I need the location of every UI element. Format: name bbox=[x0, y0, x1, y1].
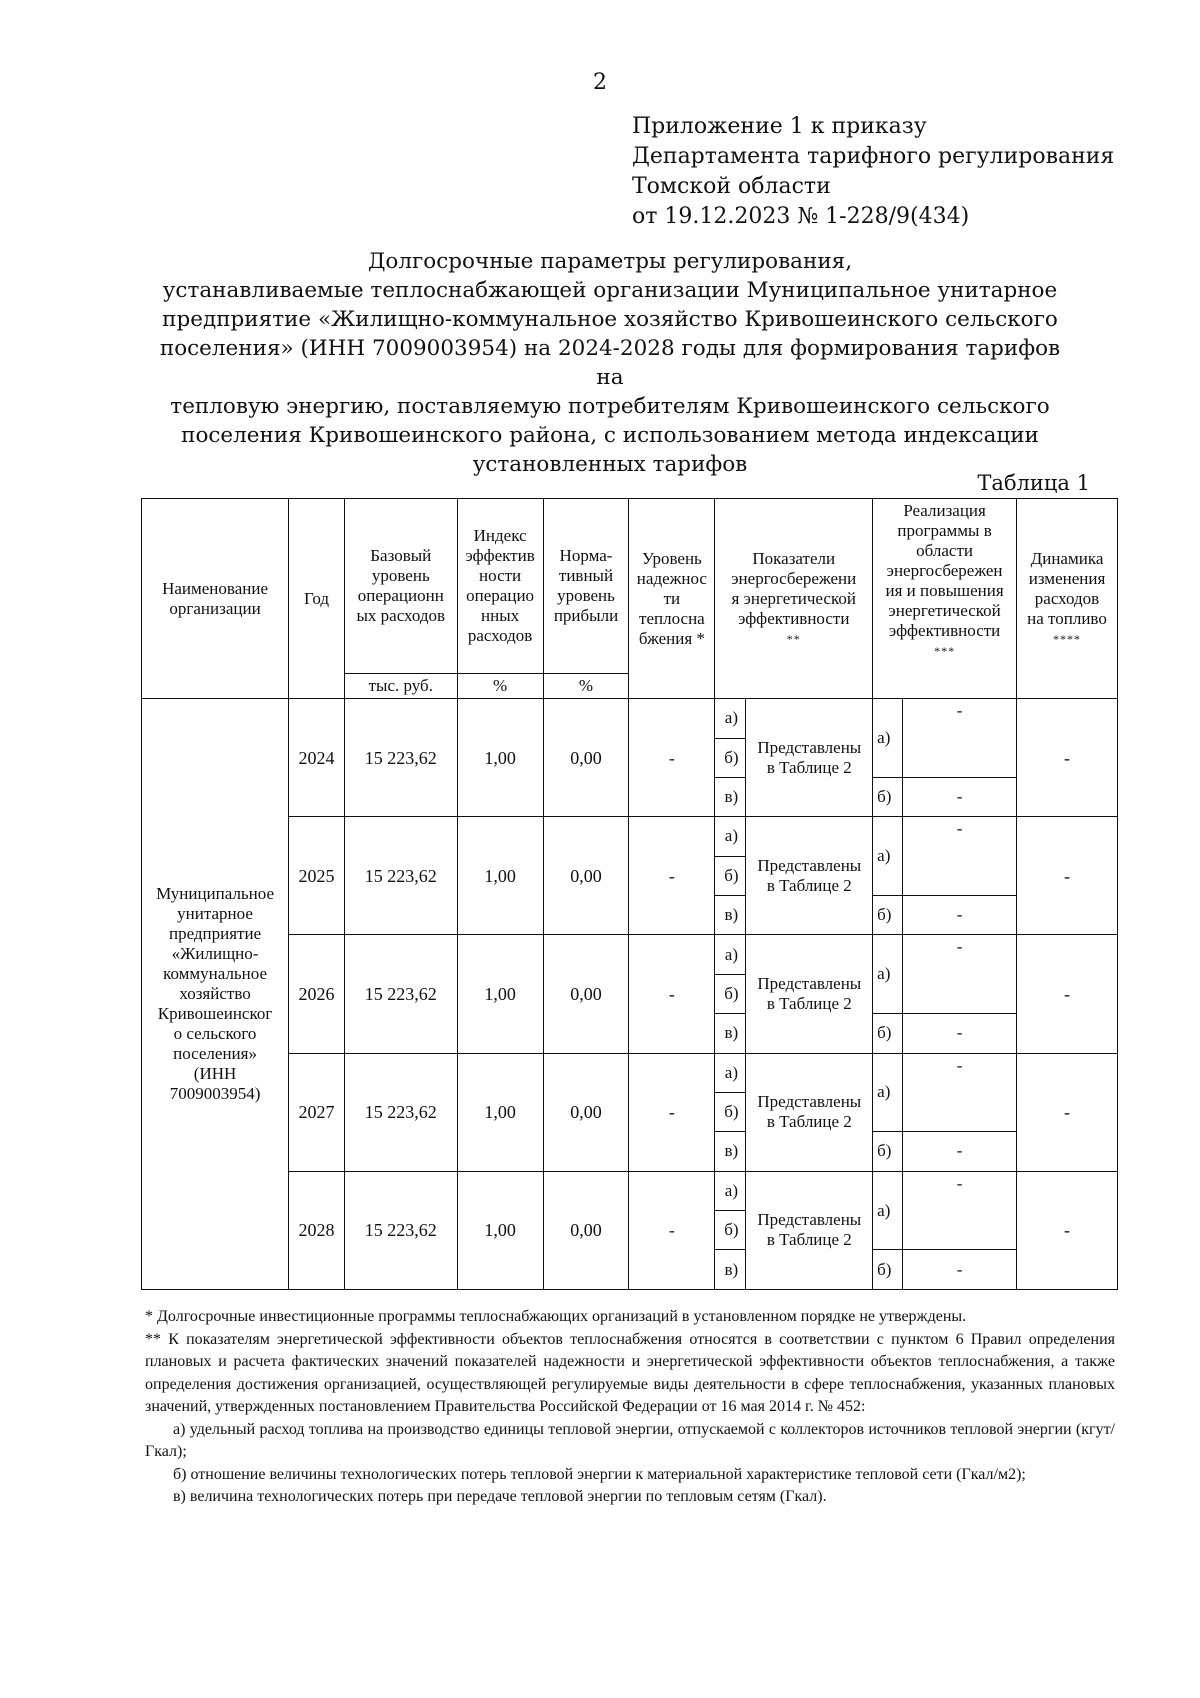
fuel-dynamics-cell: - bbox=[1017, 935, 1118, 1053]
header-text: энергосбережен bbox=[886, 561, 1003, 580]
header-text: области bbox=[916, 541, 973, 560]
year-cell: 2025 bbox=[289, 817, 345, 935]
efficiency-index-cell: 1,00 bbox=[457, 1053, 543, 1171]
header-text: Динамика bbox=[1030, 548, 1104, 568]
title-line: Долгосрочные параметры регулирования, bbox=[367, 249, 853, 274]
header-text: на топливо bbox=[1027, 608, 1107, 628]
fuel-dynamics-cell: - bbox=[1017, 817, 1118, 935]
indicator-mark: а) bbox=[715, 1171, 746, 1210]
indicator-mark: б) bbox=[715, 856, 746, 895]
year-cell: 2024 bbox=[289, 699, 345, 817]
indicator-mark: б) bbox=[715, 1092, 746, 1131]
indicator-mark: в) bbox=[715, 1250, 746, 1290]
header-text: изменения bbox=[1028, 568, 1106, 588]
fuel-dynamics-cell: - bbox=[1017, 699, 1118, 817]
header-text: расходов bbox=[467, 625, 533, 645]
program-value: - bbox=[903, 1014, 1017, 1053]
indicator-mark: в) bbox=[715, 896, 746, 935]
page-number: 2 bbox=[593, 70, 607, 95]
organization-line: унитарное bbox=[177, 904, 253, 924]
header-program bbox=[873, 499, 1017, 699]
reliability-cell: - bbox=[629, 1053, 715, 1171]
year-cell: 2028 bbox=[289, 1171, 345, 1289]
header-org bbox=[142, 499, 289, 699]
efficiency-index-cell: 1,00 bbox=[457, 935, 543, 1053]
indicator-mark: б) bbox=[715, 738, 746, 777]
year-cell: 2026 bbox=[289, 935, 345, 1053]
organization-line: 7009003954) bbox=[169, 1084, 261, 1104]
data-row bbox=[142, 699, 1118, 738]
efficiency-index-cell: 1,00 bbox=[457, 817, 543, 935]
program-mark: а) bbox=[873, 1053, 903, 1132]
header-text: прибыли bbox=[553, 605, 619, 625]
organization-line: предприятие bbox=[168, 924, 262, 944]
unit-index: % bbox=[457, 673, 543, 699]
base-cost-cell: 15 223,62 bbox=[344, 935, 457, 1053]
program-mark: а) bbox=[873, 817, 903, 896]
fuel-dynamics-cell: - bbox=[1017, 1171, 1118, 1289]
title-line: установленных тарифов bbox=[472, 452, 748, 477]
header-text: расходов bbox=[1034, 588, 1100, 608]
title-line: поселения Кривошеинского района, с использованием метода индексации bbox=[181, 423, 1039, 448]
header-stars: **** bbox=[1053, 631, 1081, 646]
indicator-mark: а) bbox=[715, 1053, 746, 1092]
base-cost-cell: 15 223,62 bbox=[344, 699, 457, 817]
organization-line: (ИНН bbox=[193, 1064, 237, 1084]
header-base bbox=[344, 499, 457, 674]
organization-cell bbox=[142, 699, 289, 1290]
profit-level-cell: 0,00 bbox=[543, 699, 629, 817]
header-text: Показатели bbox=[752, 548, 836, 568]
header-text: теплосна bbox=[639, 608, 705, 628]
base-cost-cell: 15 223,62 bbox=[344, 1053, 457, 1171]
data-row bbox=[142, 1171, 1118, 1210]
footnotes bbox=[145, 1306, 1115, 1509]
energy-indicators-cell bbox=[746, 1053, 873, 1171]
program-value: - bbox=[903, 896, 1017, 935]
footnote-paragraph: б) отношение величины технологических потерь тепловой энергии к материальной характеристике тепловой сети (Гкал/м2); bbox=[173, 1465, 1026, 1483]
header-text: Норма- bbox=[559, 545, 613, 565]
appendix-line: Томской области bbox=[632, 174, 831, 199]
indicator-mark: б) bbox=[715, 974, 746, 1013]
header-text: энергетической bbox=[888, 601, 1001, 620]
energy-indicators-cell bbox=[746, 935, 873, 1053]
title-line: предприятие «Жилищно-коммунальное хозяйство Кривошеинского сельского bbox=[162, 307, 1058, 332]
header-text: тивный bbox=[558, 565, 614, 585]
appendix-line: Приложение 1 к приказу bbox=[632, 114, 927, 139]
indicator-mark: в) bbox=[715, 777, 746, 816]
header-text: уровень bbox=[371, 565, 430, 585]
program-mark: а) bbox=[873, 1171, 903, 1250]
header-text: организации bbox=[169, 598, 261, 618]
header-text: ности bbox=[479, 565, 522, 585]
program-value: - bbox=[903, 777, 1017, 816]
program-value: - bbox=[903, 1171, 1017, 1250]
title-line: устанавливаемые теплоснабжающей организации Муниципальное унитарное bbox=[162, 278, 1058, 303]
title-line: поселения» (ИНН 7009003954) на 2024-2028 годы для формирования тарифов на bbox=[159, 336, 1061, 390]
header-text: Реализация bbox=[903, 501, 986, 520]
profit-level-cell: 0,00 bbox=[543, 1171, 629, 1289]
energy-text: в Таблице 2 bbox=[766, 993, 852, 1013]
table-label: Таблица 1 bbox=[977, 471, 1090, 495]
unit-profit: % bbox=[543, 673, 629, 699]
title-line: тепловую энергию, поставляемую потребителям Кривошеинского сельского bbox=[170, 394, 1050, 419]
year-cell: 2027 bbox=[289, 1053, 345, 1171]
footnote-paragraph: * Долгосрочные инвестиционные программы теплоснабжающих организаций в установленном порядке не утверждены. bbox=[145, 1308, 967, 1325]
indicator-mark: в) bbox=[715, 1014, 746, 1053]
program-value: - bbox=[903, 817, 1017, 896]
program-mark: б) bbox=[873, 777, 903, 816]
unit-base: тыс. руб. bbox=[344, 673, 457, 699]
header-text: Уровень bbox=[641, 548, 702, 568]
program-value: - bbox=[903, 699, 1017, 778]
appendix-line: Департамента тарифного регулирования bbox=[632, 144, 1115, 169]
energy-text: в Таблице 2 bbox=[766, 1112, 852, 1132]
header-text: эффектив bbox=[465, 545, 535, 565]
energy-indicators-cell bbox=[746, 817, 873, 935]
header-text: операционн bbox=[357, 585, 444, 605]
data-row bbox=[142, 1053, 1118, 1092]
organization-line: Кривошеинског bbox=[157, 1004, 273, 1024]
header-text: операцио bbox=[466, 585, 535, 605]
header-text: уровень bbox=[557, 585, 615, 605]
data-row bbox=[142, 935, 1118, 974]
energy-text: в Таблице 2 bbox=[766, 757, 852, 777]
energy-text: Представлены bbox=[757, 973, 862, 993]
footnote-paragraph: а) удельный расход топлива на производство единицы тепловой энергии, отпускаемой с коллекторов источников тепловой энергии (кгут/Гкал); bbox=[145, 1420, 1115, 1460]
header-text: я энергетической bbox=[731, 588, 856, 608]
program-mark: а) bbox=[873, 935, 903, 1014]
indicator-mark: б) bbox=[715, 1211, 746, 1250]
base-cost-cell: 15 223,62 bbox=[344, 817, 457, 935]
energy-text: в Таблице 2 bbox=[766, 1230, 852, 1250]
organization-line: Муниципальное bbox=[156, 884, 275, 904]
data-row bbox=[142, 817, 1118, 856]
appendix-header bbox=[632, 112, 1114, 232]
header-stars: ** bbox=[786, 631, 801, 646]
efficiency-index-cell: 1,00 bbox=[457, 1171, 543, 1289]
reliability-cell: - bbox=[629, 817, 715, 935]
header-text: Индекс bbox=[473, 525, 527, 545]
organization-line: о сельского bbox=[173, 1024, 257, 1044]
program-mark: б) bbox=[873, 1250, 903, 1290]
indicator-mark: а) bbox=[715, 817, 746, 856]
program-mark: б) bbox=[873, 896, 903, 935]
energy-text: Представлены bbox=[757, 737, 862, 757]
header-stars: *** bbox=[934, 644, 956, 658]
header-row bbox=[142, 499, 1118, 674]
energy-indicators-cell bbox=[746, 1171, 873, 1289]
program-mark: б) bbox=[873, 1014, 903, 1053]
footnote-paragraph: ** К показателям энергетической эффективности объектов теплоснабжения относятся в соответствии с пунктом 6 Правил определения плановых и расчета фактических значений показателей надежности и энергетической эффективности объектов теплоснабжения, а также определения достижения организацией, осуществляющей регулируемые виды деятельности в сфере теплоснабжения, указанных плановых значений, утвержденных постановлением Правительства Российской Федерации от 16 мая 2014 г. № 452: bbox=[145, 1330, 1115, 1415]
program-value: - bbox=[903, 1053, 1017, 1132]
energy-text: Представлены bbox=[757, 855, 862, 875]
header-text: ти bbox=[663, 588, 681, 608]
organization-line: хозяйство bbox=[179, 984, 251, 1004]
header-text: надежнос bbox=[636, 568, 707, 588]
header-text: Наименование bbox=[162, 578, 268, 598]
reliability-cell: - bbox=[629, 699, 715, 817]
efficiency-index-cell: 1,00 bbox=[457, 699, 543, 817]
header-text: ия и повышения bbox=[885, 581, 1004, 600]
header-text: ых расходов bbox=[356, 605, 446, 625]
header-reliability bbox=[629, 499, 715, 699]
organization-line: поселения» bbox=[173, 1044, 257, 1064]
header-index bbox=[457, 499, 543, 674]
energy-indicators-cell bbox=[746, 699, 873, 817]
footnote-paragraph: в) величина технологических потерь при передаче тепловой энергии по тепловым сетям (Гкал). bbox=[173, 1488, 827, 1505]
header-text: бжения * bbox=[638, 628, 705, 648]
energy-text: Представлены bbox=[757, 1092, 862, 1112]
program-value: - bbox=[903, 1250, 1017, 1290]
header-fuel bbox=[1017, 499, 1118, 699]
indicator-mark: а) bbox=[715, 699, 746, 738]
header-year: Год bbox=[289, 499, 345, 699]
header-text: Базовый bbox=[370, 545, 432, 565]
reliability-cell: - bbox=[629, 1171, 715, 1289]
profit-level-cell: 0,00 bbox=[543, 817, 629, 935]
header-profit bbox=[543, 499, 629, 674]
organization-line: «Жилищно- bbox=[171, 944, 259, 964]
parameters-table bbox=[141, 498, 1118, 1290]
header-text: программы в bbox=[897, 521, 992, 540]
base-cost-cell: 15 223,62 bbox=[344, 1171, 457, 1289]
fuel-dynamics-cell: - bbox=[1017, 1053, 1118, 1171]
appendix-line: от 19.12.2023 № 1-228/9(434) bbox=[632, 204, 970, 229]
reliability-cell: - bbox=[629, 935, 715, 1053]
header-text: нных bbox=[481, 605, 520, 625]
energy-text: Представлены bbox=[757, 1210, 862, 1230]
indicator-mark: в) bbox=[715, 1132, 746, 1171]
header-text: эффективности bbox=[738, 608, 850, 628]
program-mark: б) bbox=[873, 1132, 903, 1171]
header-text: эффективности bbox=[888, 621, 1001, 640]
organization-line: коммунальное bbox=[163, 964, 268, 984]
energy-text: в Таблице 2 bbox=[766, 875, 852, 895]
header-energy bbox=[715, 499, 873, 699]
header-text: энергосбережени bbox=[731, 568, 857, 588]
document-title bbox=[150, 247, 1070, 479]
program-value: - bbox=[903, 1132, 1017, 1171]
profit-level-cell: 0,00 bbox=[543, 935, 629, 1053]
program-mark: а) bbox=[873, 699, 903, 778]
program-value: - bbox=[903, 935, 1017, 1014]
indicator-mark: а) bbox=[715, 935, 746, 974]
profit-level-cell: 0,00 bbox=[543, 1053, 629, 1171]
